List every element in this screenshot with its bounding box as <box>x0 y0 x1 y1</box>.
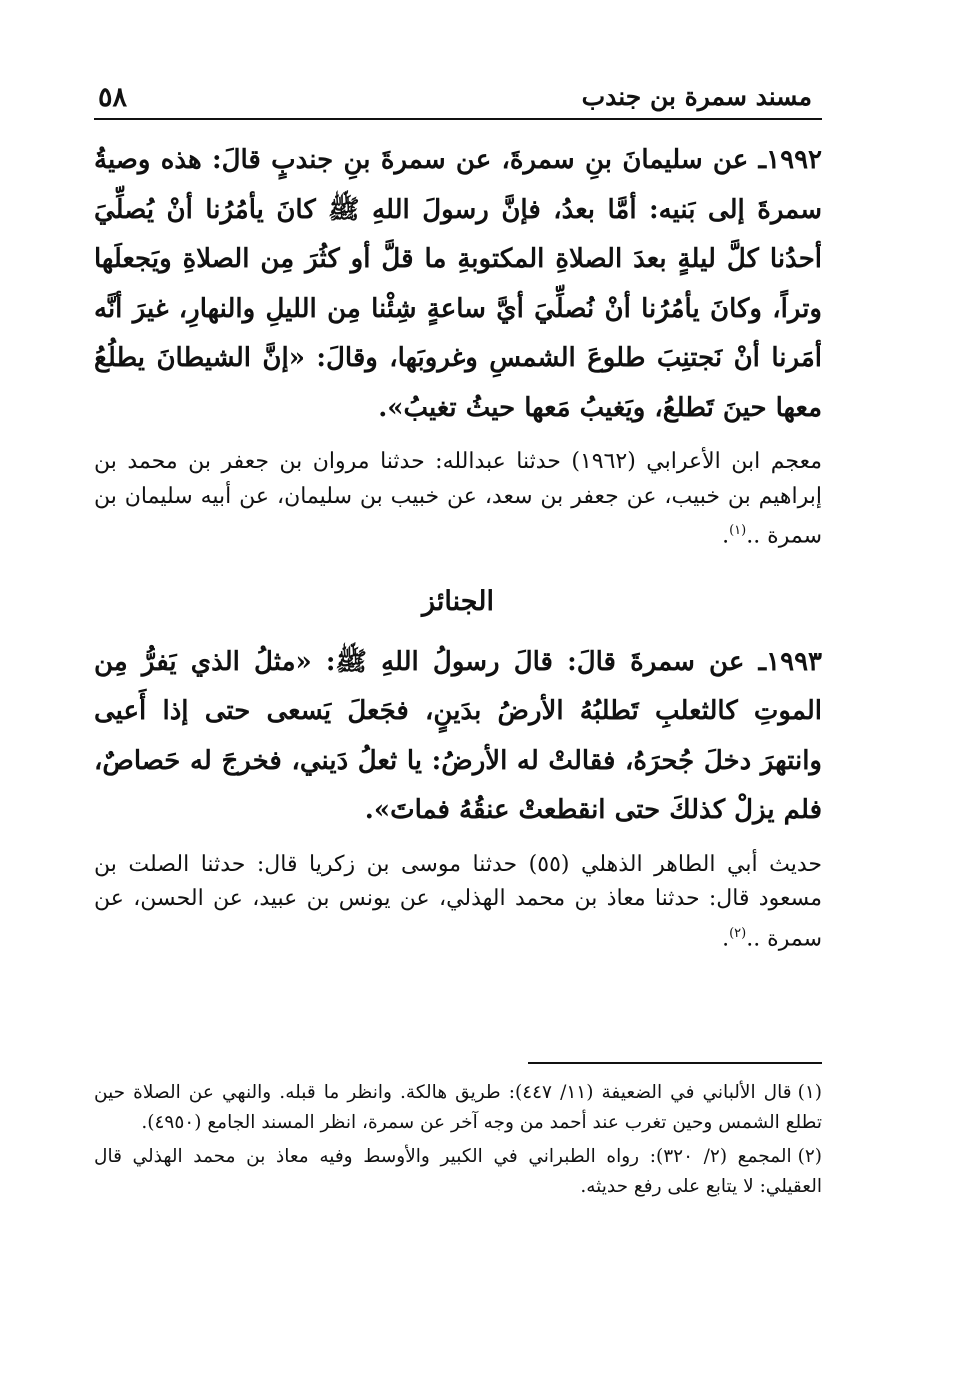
footnote-divider <box>528 1062 822 1064</box>
footnote-2 <box>94 1142 822 1202</box>
running-title: مسند سمرة بن جندب <box>581 82 812 111</box>
hadith-1992-source: معجم ابن الأعرابي (١٩٦٢) حدثنا عبدالله: حدثنا مروان بن جعفر بن محمد بن إبراهيم بن خبيب، عن جعفر بن سعد، عن خبيب بن سليمان، عن أبيه سليمان بن سمرة ..$^{(١)}$. <box>94 449 822 549</box>
hadith-1993-source: حديث أبي الطاهر الذهلي (٥٥) حدثنا موسى بن زكريا قال: حدثنا الصلت بن مسعود قال: حدثنا معاذ بن محمد الهذلي، عن يونس بن عبيد، عن الحسن، عن سمرة ..$^{(٢)}$. <box>94 851 822 952</box>
hadith-1992-text: ١٩٩٢ـ عن سليمانَ بنِ سمرةَ، عن سمرةَ بنِ جندبٍ قالَ: هذه وصيةُ سمرةَ إلى بَنيه: أمَّا بعدُ، فإنَّ رسولَ اللهِ ﷺ كانَ يأمُرُنا أنْ يُصلِّيَ أحدُنا كلَّ ليلةٍ بعدَ الصلاةِ المكتوبةِ ما قلَّ أو كثُرَ مِن الصلاةِ ويَجعلَها وتراً، وكانَ يأمُرُنا أنْ نُصلِّيَ أيَّ ساعةٍ شِئْنا مِن الليلِ والنهارِ، غيرَ أنَّه أمَرنا أنْ نَجتنِبَ طلوعَ الشمسِ وغروبَها، وقالَ: «إنَّ الشيطانَ يطلُعُ معها حينَ تَطلعُ، ويَغيبُ مَعها حيثُ تغيبُ». <box>94 145 822 423</box>
footnote-1-text: قال الألباني في الضعيفة (١١/ ٤٤٧): طريق هالكة. وانظر ما قبله. والنهي عن الصلاة حين تطلع الشمس وحين تغرب عند أحمد من وجه آخر عن سمرة، انظر المسند الجامع (٤٩٥٠). <box>94 1082 822 1133</box>
page-header <box>94 78 822 120</box>
footnote-ref-2: (٢) <box>729 925 747 941</box>
page-number: ٥٨ <box>98 82 128 113</box>
footnote-2-text: المجمع (٢/ ٣٢٠): رواه الطبراني في الكبير والأوسط وفيه معاذ بن محمد الهذلي قال العقيلي: لا يتابع على رفع حديثه. <box>94 1146 822 1197</box>
hadith-1993-source-text: حديث أبي الطاهر الذهلي (٥٥) حدثنا موسى بن زكريا قال: حدثنا الصلت بن مسعود قال: حدثنا معاذ بن محمد الهذلي، عن يونس بن عبيد، عن الحسن، عن سمرة .. <box>94 851 822 952</box>
hadith-1992-source-text: معجم ابن الأعرابي (١٩٦٢) حدثنا عبدالله: حدثنا مروان بن جعفر بن محمد بن إبراهيم بن خبيب، عن جعفر بن سعد، عن خبيب بن سليمان، عن أبيه سليمان بن سمرة .. <box>94 449 822 549</box>
footnote-1 <box>94 1078 822 1138</box>
page-body <box>94 78 822 957</box>
section-title: الجنائز <box>422 585 494 617</box>
footnote-1-label: (١) <box>797 1082 822 1103</box>
footnote-ref-1: (١) <box>729 523 747 538</box>
footnote-2-label: (٢) <box>797 1146 822 1167</box>
hadith-1993-text: ١٩٩٣ـ عن سمرةَ قالَ: قالَ رسولُ اللهِ ﷺ: «مثلُ الذي يَفرُّ مِن الموتِ كالثعلبِ تَطلبُهُ الأرضُ بدَينٍ، فجَعلَ يَسعى حتى إذا أَعيى وانتهرَ دخلَ جُحرَهُ، فقالتْ له الأرضُ: يا ثعلُ دَيني، فخرجَ له حَصاصٌ، فلم يزلْ كذلكَ حتى انقطعتْ عنقُهُ فماتَ». <box>94 646 822 826</box>
footnotes <box>94 1062 822 1202</box>
